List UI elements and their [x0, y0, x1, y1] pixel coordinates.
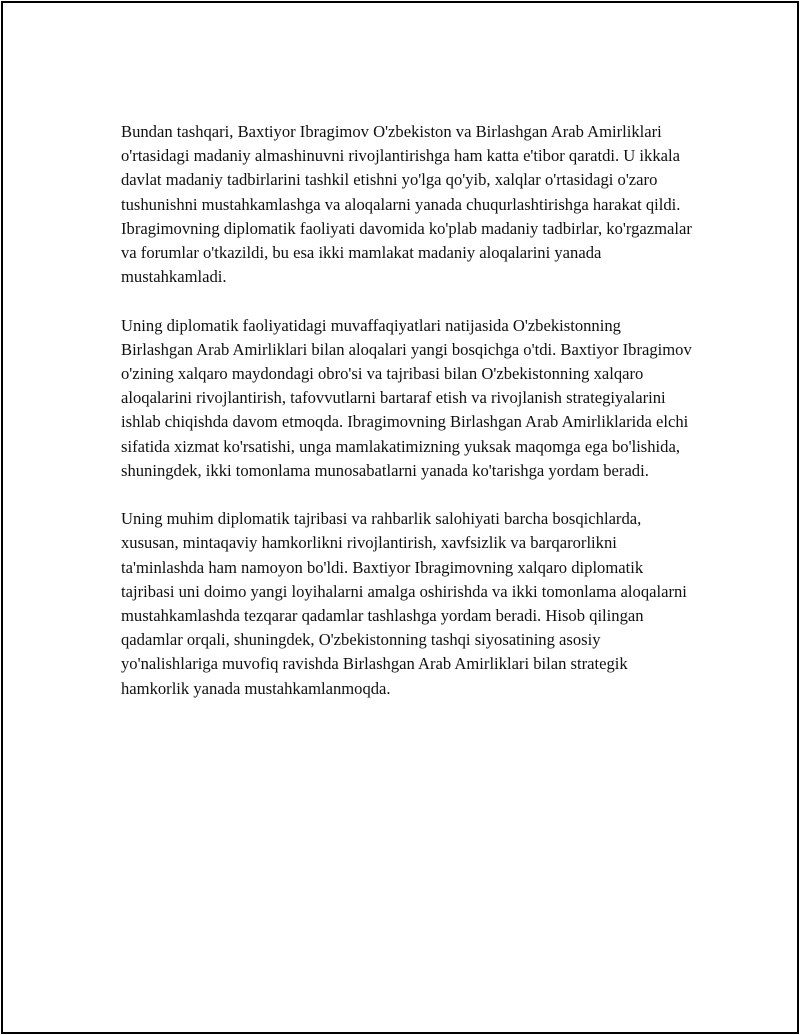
paragraph-3: Uning muhim diplomatik tajribasi va rahbarlik salohiyati barcha bosqichlarda, xususan, mintaqaviy hamkorlikni rivojlantirish, xavfsizlik va barqarorlikni ta'minlashda ham namoyon bo'ldi. Baxtiyor Ibragimovning xalqaro diplomatik tajribasi uni doimo yangi loyihalarni amalga oshirishda va ikki tomonlama aloqalarni mustahkamlashda tezqarar qadamlar tashlashga yordam beradi. Hisob qilingan qadamlar orqali, shuningdek, O'zbekistonning tashqi siyosatining asosiy yo'nalishlariga muvofiq ravishda Birlashgan Arab Amirliklari bilan strategik hamkorlik yanada mustahkamlanmoqda.: [121, 509, 687, 698]
page-frame: [1, 1, 799, 1034]
paragraph-2: Uning diplomatik faoliyatidagi muvaffaqiyatlari natijasida O'zbekistonning Birlashgan Arab Amirliklari bilan aloqalari yangi bosqichga o'tdi. Baxtiyor Ibragimov o'zining xalqaro maydondagi obro'si va tajribasi bilan O'zbekistonning xalqaro aloqalarini rivojlantirish, tafovvutlarni bartaraf etish va rivojlanish strategiyalarini ishlab chiqishda davom etmoqda. Ibragimovning Birlashgan Arab Amirliklarida elchi sifatida xizmat ko'rsatishi, unga mamlakatimizning yuksak maqomga ega bo'lishida, shuningdek, ikki tomonlama munosabatlarni yanada ko'tarishga yordam beradi.: [121, 315, 692, 480]
paragraph-1: Bundan tashqari, Baxtiyor Ibragimov O'zbekiston va Birlashgan Arab Amirliklari o'rtasidagi madaniy almashinuvni rivojlantirishga ham katta e'tibor qaratdi. U ikkala davlat madaniy tadbirlarini tashkil etishni yo'lga qo'yib, xalqlar o'rtasidagi o'zaro tushunishni mustahkamlashga va aloqalarni yanada chuqurlashtirishga harakat qildi. Ibragimovning diplomatik faoliyati davomida ko'plab madaniy tadbirlar, ko'rgazmalar va forumlar o'tkazildi, bu esa ikki mamlakat madaniy aloqalarini yanada mustahkamladi.: [121, 122, 692, 287]
document-body: [121, 120, 693, 725]
